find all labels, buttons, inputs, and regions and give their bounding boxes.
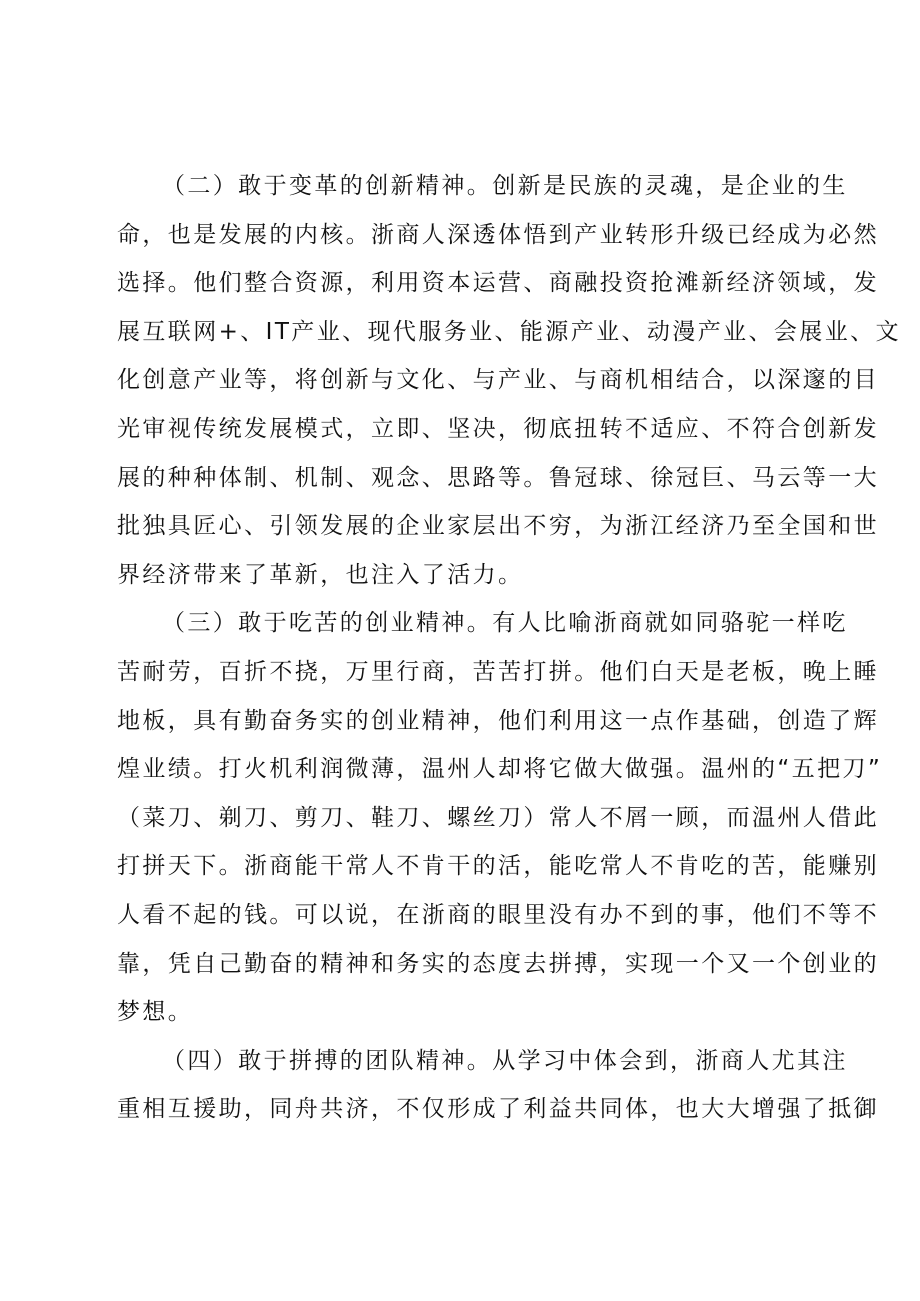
paragraph-line: 重相互援助，同舟共济，不仅形成了利益共同体，也大大增强了抵御 [117,1096,879,1123]
paragraph-line: 煌业绩。打火机利润微薄，温州人却将它做大做强。温州的“五把刀” [117,756,883,783]
paragraph-line: 苦耐劳，百折不挠，万里行商，苦苦打拼。他们白天是老板，晚上睡 [117,658,879,685]
paragraph-line: 展的种种体制、机制、观念、思路等。鲁冠球、徐冠巨、马云等一大 [117,464,879,491]
paragraph-line: 打拼天下。浙商能干常人不肯干的活，能吃常人不肯吃的苦，能赚别 [117,853,879,880]
paragraph-line: 梦想。 [117,999,194,1026]
paragraph-line: 光审视传统发展模式，立即、坚决，彻底扭转不适应、不符合创新发 [117,415,879,442]
paragraph-team-spirit [117,1037,879,1134]
paragraph-line: （菜刀、剃刀、剪刀、鞋刀、螺丝刀）常人不屑一顾，而温州人借此 [117,804,879,831]
document-body [117,162,901,1134]
paragraph-line: 批独具匠心、引领发展的企业家层出不穷，为浙江经济乃至全国和世 [117,513,879,540]
paragraph-line: 靠，凭自己勤奋的精神和务实的态度去拼搏，实现一个又一个创业的 [117,950,879,977]
paragraph-line: （三）敢于吃苦的创业精神。有人比喻浙商就如同骆驼一样吃 [162,610,848,637]
paragraph-entrepreneurship-spirit [117,599,883,1036]
paragraph-line: 界经济带来了革新，也注入了活力。 [117,561,524,588]
paragraph-line: 命，也是发展的内核。浙商人深透体悟到产业转形升级已经成为必然 [117,221,879,248]
paragraph-line: 人看不起的钱。可以说，在浙商的眼里没有办不到的事，他们不等不 [117,901,879,928]
paragraph-line: 选择。他们整合资源，利用资本运营、商融投资抢滩新经济领域，发 [117,270,879,297]
paragraph-line: （四）敢于拼搏的团队精神。从学习中体会到，浙商人尤其注 [162,1047,848,1074]
paragraph-line: 化创意产业等，将创新与文化、与产业、与商机相结合，以深邃的目 [117,367,879,394]
paragraph-innovation-spirit [117,162,901,599]
paragraph-line: （二）敢于变革的创新精神。创新是民族的灵魂，是企业的生 [162,173,848,199]
paragraph-line: 展互联网+、IT产业、现代服务业、能源产业、动漫产业、会展业、文 [117,318,901,345]
paragraph-line: 地板，具有勤奋务实的创业精神，他们利用这一点作基础，创造了辉 [117,707,879,734]
